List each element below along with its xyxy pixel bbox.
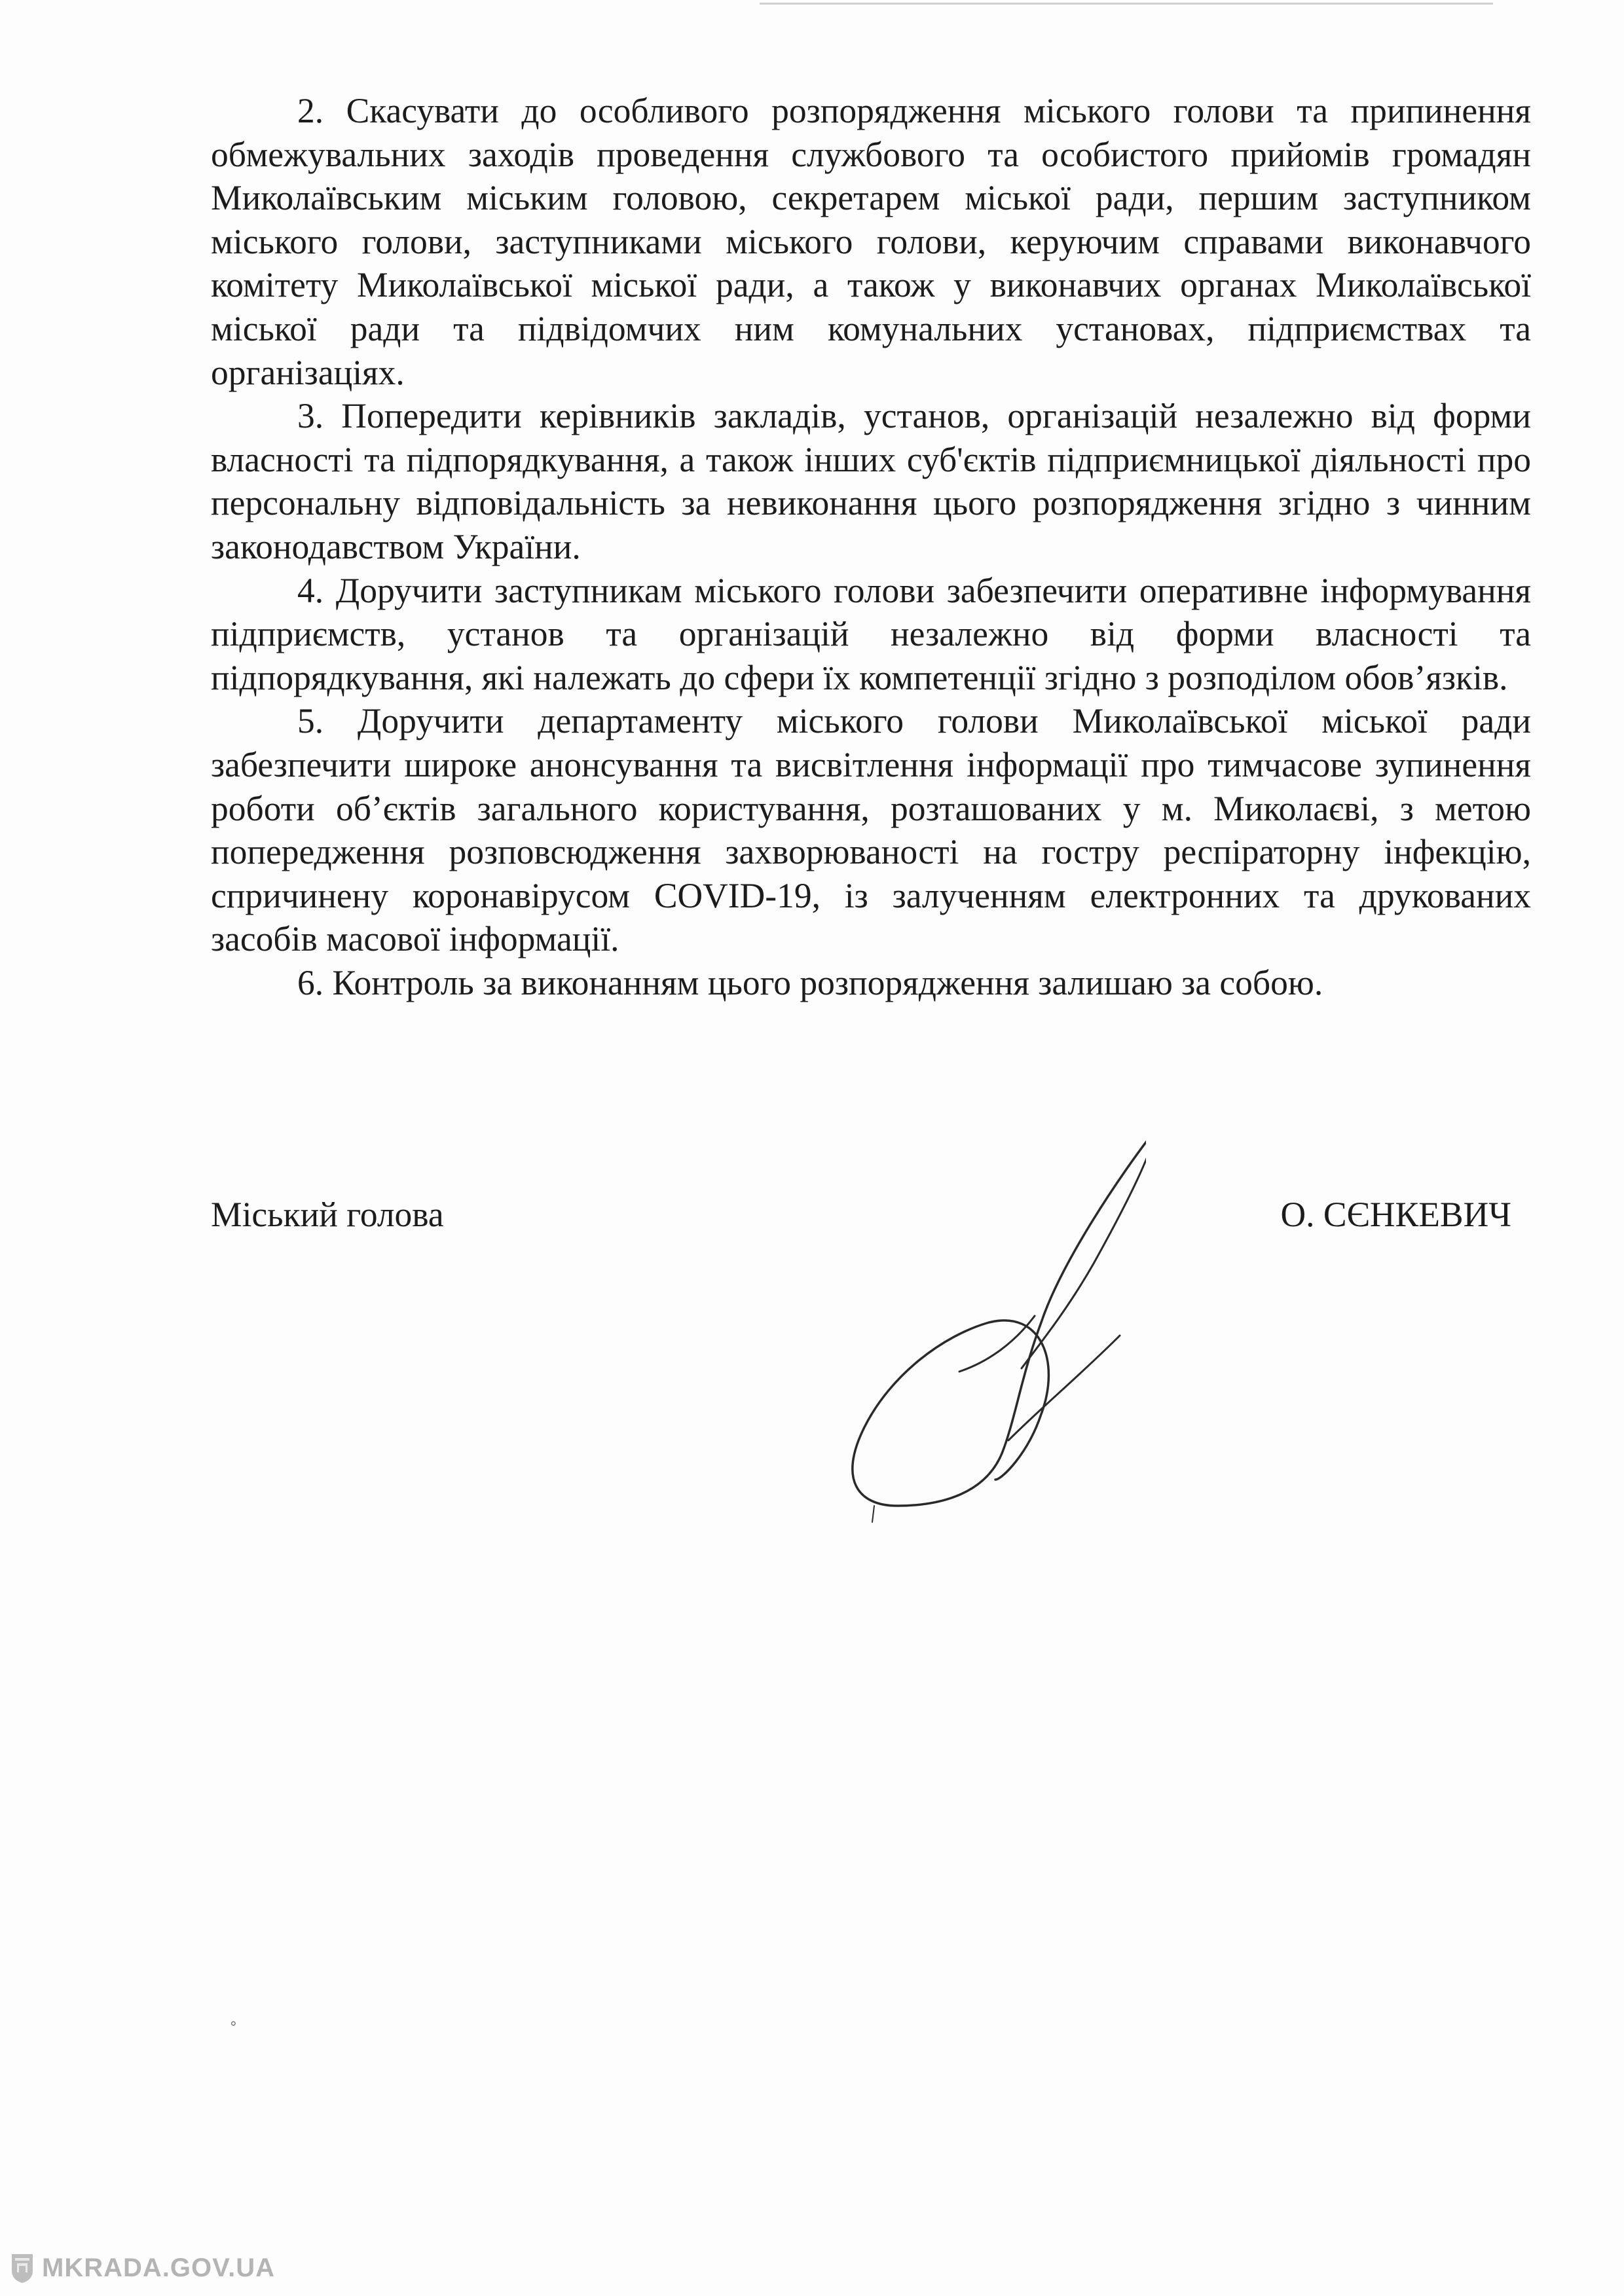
paragraph-5: 5. Доручити департаменту міського голови Миколаївської міської ради забезпечити широке анонсування та висвітлення інформації про тимчасове зупинення роботи об’єктів загального користування, розташованих у м. Миколаєві, з метою попередження розповсюдження захворюваності на гостру респіраторну інфекцію, спричинену коронавірусом COVID-19, із залученням електронних та друкованих засобів масової інформації. <box>211 701 1531 959</box>
handwritten-signature <box>845 1113 1146 1532</box>
paragraph-2: 2. Скасувати до особливого розпорядження міського голови та припинення обмежувальних заходів проведення службового та особистого прийомів громадян Миколаївським міським головою, секретарем міської ради, першим заступником міського голови, заступниками міського голови, керуючим справами виконавчого комітету Миколаївської міської ради, а також у виконавчих органах Миколаївської міської ради та підвідомчих ним комунальних установах, підприємствах та організаціях. <box>211 91 1531 392</box>
city-emblem-icon <box>9 2251 35 2284</box>
site-watermark <box>9 2249 275 2287</box>
scan-mark: ° <box>231 2018 236 2034</box>
paragraph-3: 3. Попередити керівників закладів, установ, організацій незалежно від форми власності та підпорядкування, а також інших суб'єктів підприємницької діяльності про персональну відповідальність за невиконання цього розпорядження згідно з чинним законодавством України. <box>211 396 1531 566</box>
paragraph-4: 4. Доручити заступникам міського голови забезпечити оперативне інформування підприємств, установ та організацій незалежно від форми власності та підпорядкування, які належать до сфери їх компетенції згідно з розподілом обов’язків. <box>211 570 1531 697</box>
document-body <box>211 89 1531 1004</box>
top-edge-line <box>760 3 1493 5</box>
watermark-text: MKRADA.GOV.UA <box>42 2253 275 2282</box>
signatory-name: О. СЄНКЕВИЧ <box>1280 1195 1511 1234</box>
signatory-position: Міський голова <box>211 1195 444 1234</box>
paragraph-6: 6. Контроль за виконанням цього розпорядження залишаю за собою. <box>297 962 1323 1002</box>
